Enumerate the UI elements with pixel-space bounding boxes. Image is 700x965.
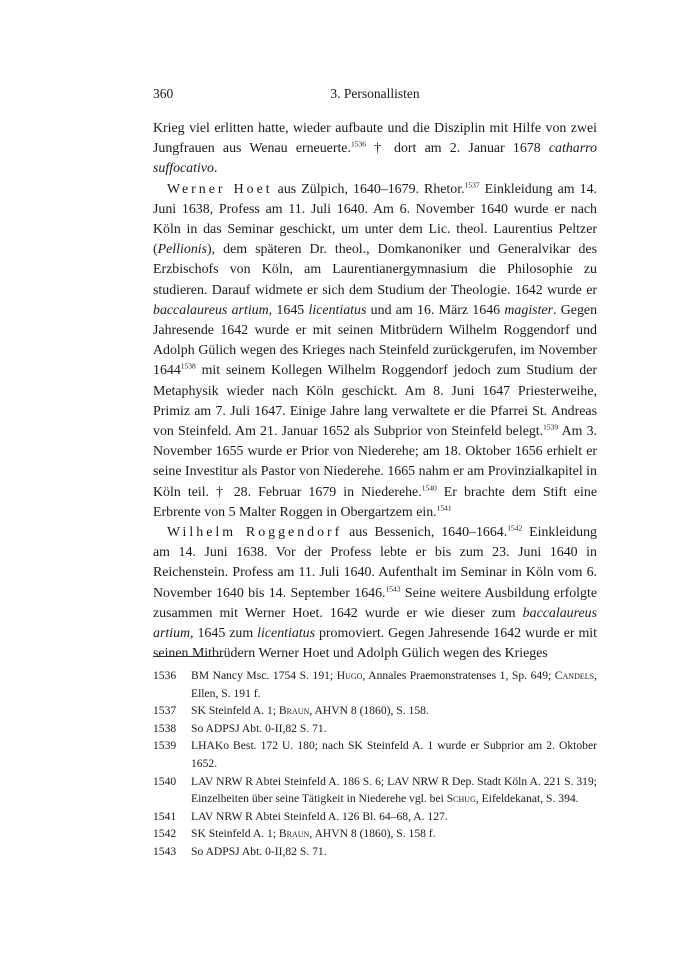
- italic-term: licentiatus: [308, 302, 367, 318]
- text-run: , AHVN 8 (1860), S. 158 f.: [309, 827, 436, 841]
- running-head: 3. Personallisten: [330, 86, 420, 101]
- text-run: aus Zülpich, 1640–1679. Rhetor.: [272, 181, 465, 197]
- italic-term: Pellionis: [157, 242, 208, 258]
- person-name: Wilhelm Roggendorf: [167, 525, 343, 541]
- text-run: , Ellen, S. 191 f.: [191, 669, 597, 700]
- footnote-ref: 1542: [507, 523, 523, 533]
- text-run: , Eifeldekanat, S. 394.: [475, 792, 579, 806]
- footnote-number: 1539: [153, 739, 177, 753]
- text-run: .: [213, 161, 218, 177]
- footnote-text: [191, 702, 597, 720]
- text-run: Er brachte dem Stift eine Erbrente von 5 Malter Roggen in Obergartzem ein.: [153, 484, 597, 520]
- text-run: mit seinem Kollegen Wilhelm Roggendorf jedoch zum Studium der Metaphysik wieder nach Köln geschickt. Am 8. Juni 1647 Priesterweihe, Primiz am 7. Juli 1647. Einige Jahre lang verwaltete er die Pfarrei St. Andreas von Steinfeld. Am 21. Januar 1652 als Subprior von Steinfeld belegt.: [153, 363, 597, 440]
- text-run: Seine weitere Ausbildung erfolgte zusammen mit Werner Hoet. 1642 wurde er wie dieser zum: [153, 585, 597, 621]
- text-run: SK Steinfeld A. 1;: [191, 827, 279, 841]
- text-run: aus Bessenich, 1640–1664.: [342, 525, 508, 541]
- footnote-ref: 1539: [543, 422, 559, 432]
- text-run: Am 3. November 1655 wurde er Prior von Niederehe; am 18. Oktober 1656 erhielt er seine Investitur als Pastor von Niederehe. 1665 nahm er am Provinzialkapitel in Köln teil. † 28. Februar 1679 in Niederehe.: [153, 424, 597, 500]
- footnote-ref: 1538: [180, 361, 196, 371]
- footnote-ref: 1541: [436, 503, 452, 513]
- footnote-ref: 1536: [350, 139, 366, 149]
- italic-term: catharro suffocativo: [153, 141, 597, 177]
- author-name: Candels: [554, 669, 595, 682]
- footnote-number: 1537: [153, 704, 177, 718]
- footnote-text: So ADPSJ Abt. 0-II,82 S. 71.: [191, 844, 327, 858]
- text-run: Krieg viel erlitten hatte, wieder aufbaute und die Disziplin mit Hilfe von zwei Jungfrauen aus Wenau erneuerte.: [153, 121, 597, 157]
- author-name: Hugo: [336, 669, 363, 682]
- text-run: ), dem späteren Dr. theol., Domkanoniker und Generalvikar des Erzbischofs von Köln, am Laurentianergymnasium die Philosophie zu studieren. Darauf widmete er sich dem Studium der Theologie. 1642 wurde er: [153, 242, 597, 298]
- footnote-ref: 1543: [385, 584, 401, 594]
- text-run: , 1645 zum: [190, 626, 258, 642]
- footnote-text: [191, 825, 597, 843]
- footnote-number: 1542: [153, 827, 177, 841]
- footnote-number: 1540: [153, 774, 177, 788]
- footnote-ref: 1537: [464, 179, 480, 189]
- text-run: promoviert. Gegen Jahresende 1642 wurde er mit seinen Mitbrüdern Werner Hoet und Adolph Gülich wegen des Krieges: [153, 626, 598, 662]
- author-name: Braun: [278, 704, 310, 718]
- text-run: . Gegen Jahresende 1642 wurde er mit seinen Mitbrüdern Wilhelm Roggendorf und Adolph Gülich wegen des Krieges nach Steinfeld zurückgerufen, im November 1644: [153, 302, 598, 379]
- footnote: [153, 667, 597, 702]
- text-run: , 1645: [268, 302, 309, 318]
- footnote-number: 1538: [153, 721, 177, 735]
- italic-term: baccalaureus artium: [153, 605, 597, 642]
- text-run: LAV NRW R Abtei Steinfeld A. 186 S. 6; LAV NRW R Dep. Stadt Köln A. 221 S. 319; Einzelheiten über seine Tätigkeit in Niederehe vgl. bei: [191, 774, 597, 806]
- person-name: Werner Hoet: [167, 181, 273, 197]
- footnote-number: 1541: [153, 809, 177, 823]
- italic-term: baccalaureus artium: [153, 302, 269, 318]
- footnote: [153, 773, 597, 808]
- text-run: und am 16. März 1646: [366, 302, 505, 318]
- italic-term: magister: [504, 302, 554, 318]
- text-run: † dort am 2. Januar 1678: [365, 141, 549, 157]
- entry-werner-hoet: [153, 180, 597, 523]
- author-name: Schug: [446, 792, 476, 806]
- footnote-text: [191, 667, 597, 702]
- page-number: 360: [153, 86, 174, 101]
- footnote: [153, 808, 597, 826]
- footnote-text: LAV NRW R Abtei Steinfeld A. 126 Bl. 64–68, A. 127.: [191, 809, 448, 823]
- footnote: [153, 702, 597, 720]
- footnote-number: 1543: [153, 844, 177, 858]
- footnote-text: So ADPSJ Abt. 0-II,82 S. 71.: [191, 721, 327, 735]
- footnote-text: [191, 773, 597, 808]
- author-name: Braun: [278, 827, 310, 841]
- text-run: Einkleidung am 14. Juni 1638, Profess am 11. Juli 1640. Am 6. November 1640 wurde er nach Köln in das Seminar geschickt, um unter dem Lic. theol. Laurentius Peltzer (: [153, 181, 598, 258]
- page-header: [153, 86, 597, 104]
- paragraph-continuation: [153, 119, 597, 180]
- text-run: Einkleidung am 14. Juni 1638. Vor der Profess lebte er bis zum 23. Juni 1640 in Reichenstein. Profess am 11. Juli 1640. Aufenthalt im Seminar in Köln vom 6. November 1640 bis 14. September 1646.: [153, 525, 597, 601]
- text-run: , AHVN 8 (1860), S. 158.: [309, 704, 429, 718]
- footnote: [153, 737, 597, 772]
- footnotes: [153, 667, 597, 861]
- text-run: , Annales Praemonstratenses 1, Sp. 649;: [362, 669, 555, 682]
- entry-wilhelm-roggendorf: [153, 523, 597, 664]
- text-run: SK Steinfeld A. 1;: [191, 704, 279, 718]
- italic-term: licentiatus: [257, 626, 316, 642]
- footnote: [153, 720, 597, 738]
- text-run: BM Nancy Msc. 1754 S. 191;: [191, 669, 337, 682]
- footnote: [153, 825, 597, 843]
- body-text: [153, 119, 597, 664]
- footnote-ref: 1540: [421, 483, 437, 493]
- footnote: [153, 843, 597, 861]
- footnote-number: 1536: [153, 669, 177, 682]
- footnote-divider: [153, 656, 223, 657]
- footnote-text: LHAKo Best. 172 U. 180; nach SK Steinfeld A. 1 wurde er Subprior am 2. Oktober 1652.: [191, 739, 597, 770]
